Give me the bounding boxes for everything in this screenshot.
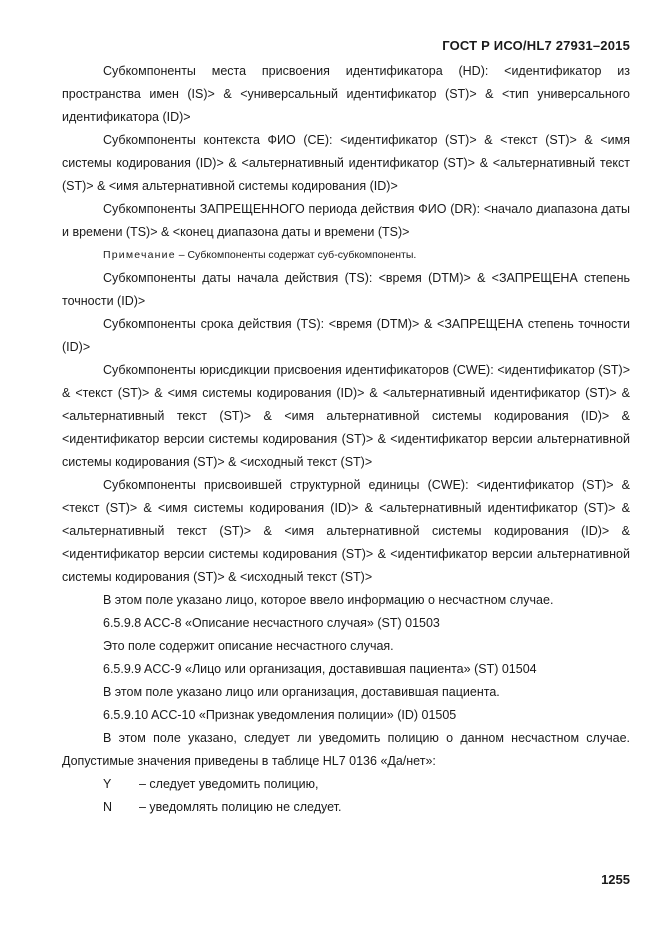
section-heading-6-5-9-8: 6.5.9.8 ACC-8 «Описание несчастного случая» (ST) 01503 (103, 616, 440, 630)
paragraph-hd-subcomponents: Субкомпоненты места присвоения идентификатора (HD): <идентификатор из пространства имен (IS)> & <универсальный идентификатор (ST)> & <тип универсального идентификатора (ID)> (62, 64, 630, 124)
page-number: 1255 (601, 872, 630, 887)
note-label: Примечание (103, 249, 176, 261)
document-body (62, 60, 630, 819)
value-row-n (62, 796, 630, 819)
value-row-y (62, 773, 630, 796)
paragraph-dr-subcomponents: Субкомпоненты ЗАПРЕЩЕННОГО периода действия ФИО (DR): <начало диапазона даты и времени (TS)> & <конец диапазона даты и времени (TS)> (62, 202, 630, 239)
paragraph-description: Это поле содержит описание несчастного случая. (103, 639, 394, 653)
paragraph-cwe-department: Субкомпоненты присвоившей структурной единицы (CWE): <идентификатор (ST)> & <текст (ST)> & <имя системы кодирования (ID)> & <альтернативный идентификатор (ST)> & <альтернативный текст (ST)> & <имя альтернативной системы кодирования (ID)> & <идентификатор версии системы кодирования (ST)> & <идентификатор версии альтернативной системы кодирования (ST)> & <исходный текст (ST)> (62, 478, 630, 584)
paragraph-ts-start: Субкомпоненты даты начала действия (TS): <время (DTM)> & <ЗАПРЕЩЕНА степень точности (ID)> (62, 271, 630, 308)
value-code: N (103, 800, 113, 814)
document-header: ГОСТ Р ИСО/HL7 27931–2015 (442, 38, 630, 53)
note-text: – Субкомпоненты содержат суб-субкомпоненты. (175, 249, 417, 261)
value-description: – следует уведомить полицию, (139, 777, 319, 791)
section-heading-6-5-9-10: 6.5.9.10 ACC-10 «Признак уведомления полиции» (ID) 01505 (103, 708, 457, 722)
value-code: Y (103, 777, 112, 791)
paragraph-cwe-jurisdiction: Субкомпоненты юрисдикции присвоения идентификаторов (CWE): <идентификатор (ST)> & <текст (ST)> & <имя системы кодирования (ID)> & <альтернативный идентификатор (ST)> & <альтернативный текст (ST)> & <имя альтернативной системы кодирования (ID)> & <идентификатор версии системы кодирования (ST)> & <идентификатор версии альтернативной системы кодирования (ST)> & <исходный текст (ST)> (62, 363, 630, 469)
paragraph-police-notified: В этом поле указано, следует ли уведомить полицию о данном несчастном случае. Допустимые значения приведены в таблице HL7 0136 «Да/нет»: (62, 731, 630, 768)
value-description: – уведомлять полицию не следует. (139, 800, 342, 814)
paragraph-entered-by: В этом поле указано лицо, которое ввело информацию о несчастном случае. (103, 593, 554, 607)
paragraph-ce-subcomponents: Субкомпоненты контекста ФИО (CE): <идентификатор (ST)> & <текст (ST)> & <имя системы кодирования (ID)> & <альтернативный идентификатор (ST)> & <альтернативный текст (ST)> & <имя альтернативной системы кодирования (ID)> (62, 133, 630, 193)
paragraph-ts-expiration: Субкомпоненты срока действия (TS): <время (DTM)> & <ЗАПРЕЩЕНА степень точности (ID)> (62, 317, 630, 354)
paragraph-brought-in-by: В этом поле указано лицо или организация, доставившая пациента. (103, 685, 500, 699)
section-heading-6-5-9-9: 6.5.9.9 ACC-9 «Лицо или организация, доставившая пациента» (ST) 01504 (103, 662, 537, 676)
note (62, 244, 630, 267)
